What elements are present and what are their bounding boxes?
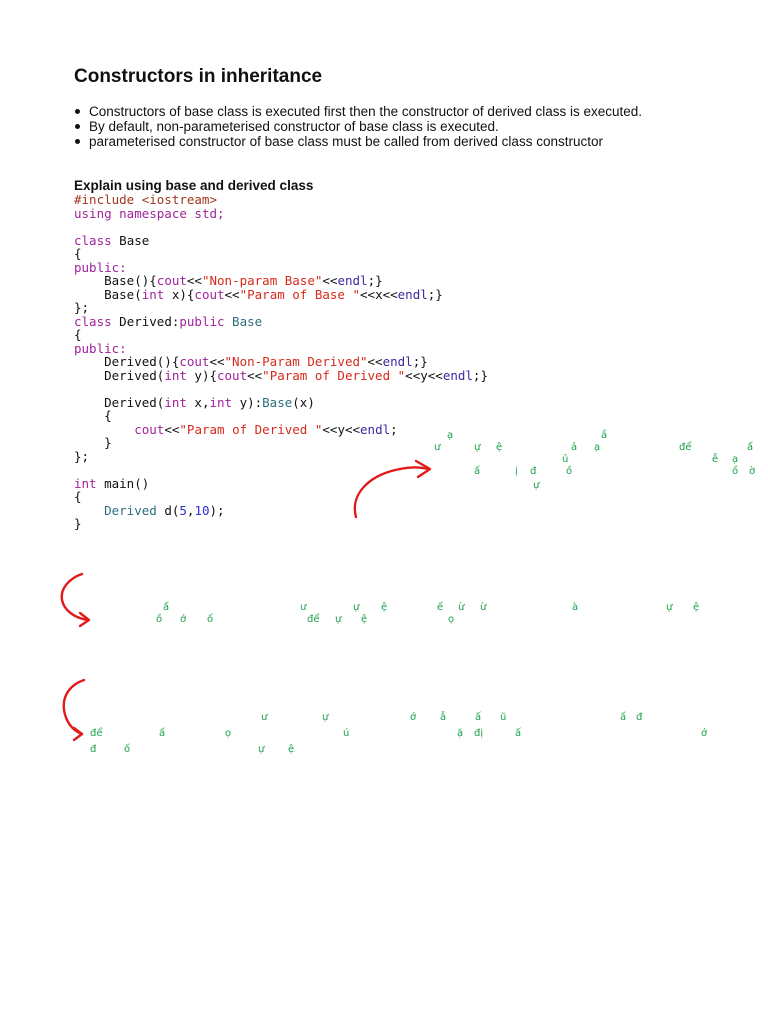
annotation-fragment: ấ	[620, 712, 627, 723]
bullet-item: parameterised constructor of base class must be called from derived class constructor	[74, 134, 642, 149]
annotation-fragment: ừ	[458, 602, 465, 613]
code-line: };	[74, 300, 90, 315]
annotation-fragment: ặ	[457, 728, 464, 739]
annotation-fragment: ư	[434, 442, 441, 453]
annotation-fragment: ự	[322, 712, 329, 723]
annotation-fragment: ố	[124, 744, 131, 755]
page-title: Constructors in inheritance	[74, 66, 323, 87]
annotation-fragment: ấ	[475, 712, 482, 723]
annotation-fragment: ạ	[447, 430, 454, 441]
code-line: {	[74, 246, 82, 261]
annotation-fragment: ấ	[515, 728, 522, 739]
code-line: {	[74, 408, 112, 423]
code-line: public:	[74, 259, 127, 275]
annotation-fragment: ạ	[594, 442, 601, 453]
annotation-fragment: ũ	[500, 712, 507, 723]
annotation-fragment: ọ	[448, 614, 455, 625]
annotation-fragment: ồ	[156, 614, 163, 625]
annotation-fragment: ự	[666, 602, 673, 613]
annotation-fragment: ệ	[361, 614, 368, 625]
annotation-fragment: ế	[437, 602, 444, 613]
code-line: Derived(int y){cout<<"Param of Derived "<<y<<endl;}	[74, 367, 488, 383]
annotation-fragment: ệ	[381, 602, 388, 613]
annotation-fragment: để	[307, 614, 320, 625]
annotation-fragment: để	[679, 442, 692, 453]
code-line: using namespace std;	[74, 205, 225, 221]
annotation-fragment: ạ	[732, 454, 739, 465]
annotation-fragment: ư	[300, 602, 307, 613]
annotation-fragment: đ	[530, 466, 537, 477]
annotation-fragment: ệ	[693, 602, 700, 613]
annotation-fragment: ớ	[180, 614, 187, 625]
annotation-fragment: ờ	[749, 466, 756, 477]
annotation-fragment: ấ	[474, 466, 481, 477]
bullet-item: Constructors of base class is executed first then the constructor of derived class is executed.	[74, 104, 642, 119]
annotation-fragment: ừ	[480, 602, 487, 613]
annotation-fragment: ự	[353, 602, 360, 613]
annotation-fragment: ố	[207, 614, 214, 625]
annotation-fragment: để	[90, 728, 103, 739]
code-line: Derived(){cout<<"Non-Param Derived"<<endl;}	[74, 354, 428, 369]
code-line: cout<<"Param of Derived "<<y<<endl;	[134, 421, 398, 437]
annotation-fragment: ị	[515, 466, 518, 477]
code-line: int main()	[74, 475, 150, 491]
bullet-dot-icon	[75, 109, 80, 114]
code-blank-line	[74, 382, 488, 396]
annotation-fragment: ự	[533, 480, 540, 491]
annotation-fragment: à	[572, 602, 579, 613]
code-line: }	[74, 516, 82, 531]
annotation-fragment: đ	[90, 744, 97, 755]
code-line: class Derived:public Base	[74, 313, 263, 329]
annotation-fragment: ấ	[159, 728, 166, 739]
annotation-fragment: ấ	[163, 602, 170, 613]
code-line: {	[74, 489, 82, 504]
curved-arrow-icon	[340, 455, 440, 525]
annotation-fragment: ủ	[562, 454, 569, 465]
annotation-fragment: ầ	[601, 430, 608, 441]
bullet-list	[74, 104, 642, 149]
code-line: };	[74, 448, 90, 464]
code-line: {	[74, 327, 82, 342]
annotation-fragment: ự	[335, 614, 342, 625]
code-line: #include <iostream>	[74, 192, 217, 207]
annotation-fragment: ẫ	[440, 712, 447, 723]
annotation-fragment: ự	[258, 744, 265, 755]
annotation-fragment: ồ	[732, 466, 739, 477]
code-line: }	[74, 435, 112, 450]
annotation-fragment: đị	[474, 728, 484, 739]
annotation-fragment: đ	[636, 712, 643, 723]
code-line: Base(){cout<<"Non-param Base"<<endl;}	[74, 273, 383, 288]
annotation-fragment: ọ	[225, 728, 232, 739]
code-blank-line	[74, 220, 488, 234]
code-line: Derived d(5,10);	[104, 502, 225, 518]
hook-arrow-icon	[52, 570, 98, 632]
bullet-dot-icon	[75, 139, 80, 144]
section-subheading: Explain using base and derived class	[74, 178, 314, 193]
code-line: class Base	[74, 232, 150, 248]
code-line: Derived(int x,int y):Base(x)	[74, 394, 315, 410]
annotation-fragment: ồ	[566, 466, 573, 477]
annotation-fragment: ấ	[747, 442, 754, 453]
bullet-item: By default, non-parameterised constructor of base class is executed.	[74, 119, 642, 134]
annotation-fragment: ự	[474, 442, 481, 453]
annotation-fragment: ả	[571, 442, 578, 453]
annotation-fragment: ệ	[288, 744, 295, 755]
bullet-dot-icon	[75, 124, 80, 129]
annotation-fragment: ớ	[701, 728, 708, 739]
annotation-fragment: ú	[343, 728, 350, 739]
annotation-fragment: ễ	[712, 454, 719, 465]
code-line: public:	[74, 340, 127, 356]
annotation-fragment: ớ	[410, 712, 417, 723]
code-line: Base(int x){cout<<"Param of Base "<<x<<endl;}	[74, 286, 443, 302]
annotation-fragment: ệ	[496, 442, 503, 453]
annotation-fragment: ư	[261, 712, 268, 723]
